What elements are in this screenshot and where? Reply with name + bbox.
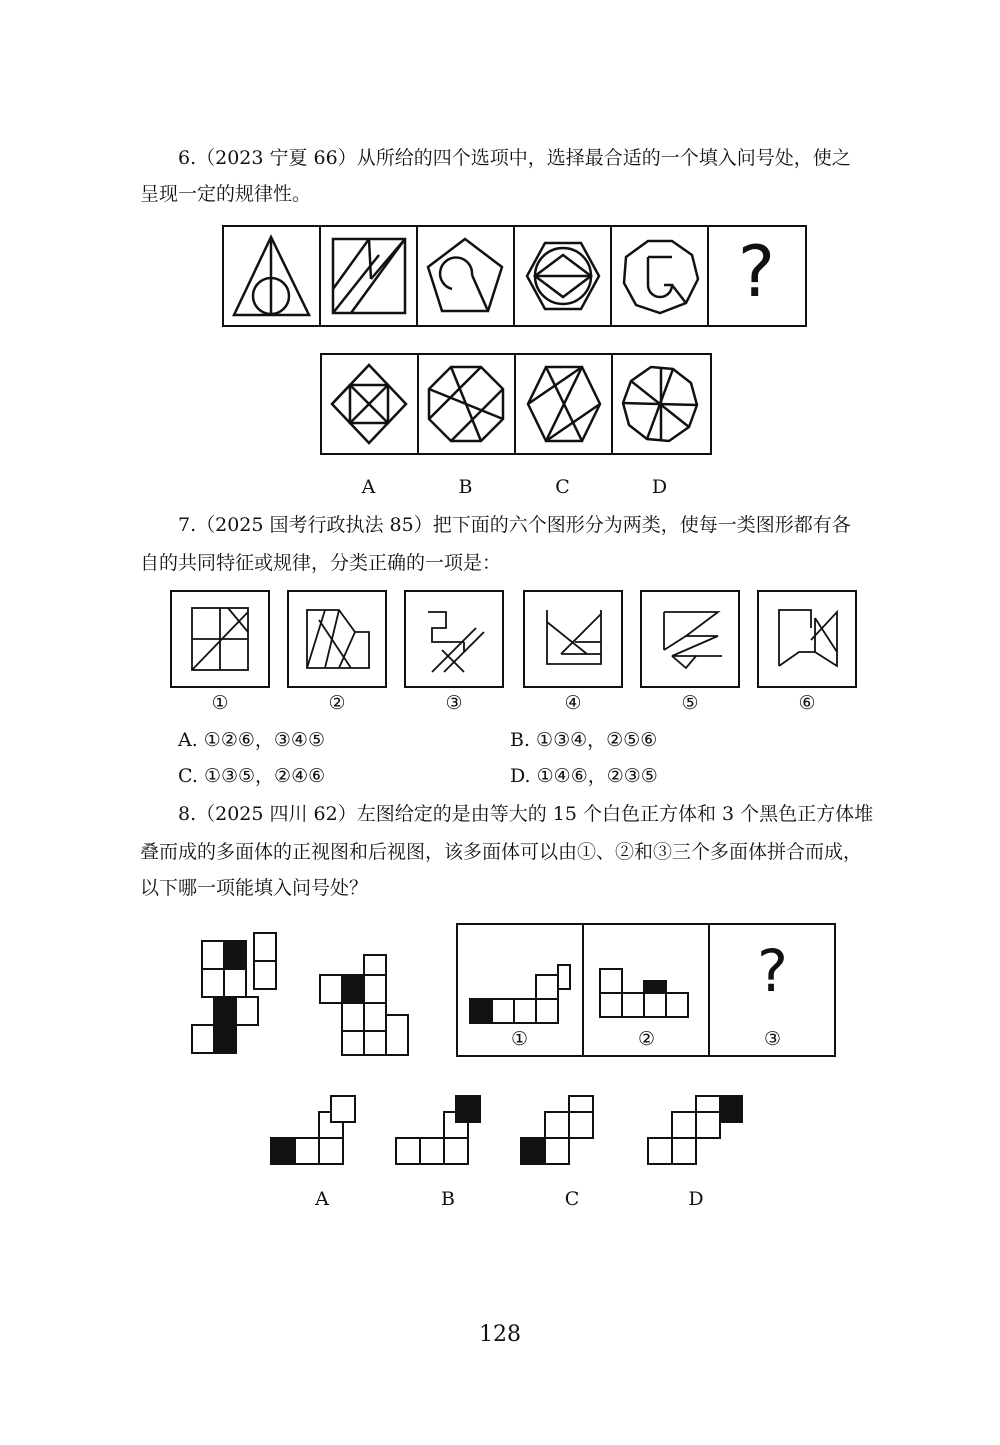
- q6-figure-4: [515, 227, 612, 325]
- q6-option-a-figure[interactable]: [322, 355, 419, 453]
- q7-figure-label-3: ③: [445, 692, 463, 714]
- q8-option-c-figure[interactable]: [515, 1090, 625, 1170]
- q8-option-d-label[interactable]: D: [688, 1188, 704, 1210]
- q7-figure-3: [404, 590, 504, 688]
- q8-line-2: 叠而成的多面体的正视图和后视图，该多面体可以由①、②和③三个多面体拼合而成，: [140, 841, 863, 863]
- q6-line-2: 呈现一定的规律性。: [140, 183, 312, 205]
- q6-figure-1: [224, 227, 321, 325]
- q6-option-a-label[interactable]: A: [361, 476, 376, 498]
- q6-option-d-label[interactable]: D: [651, 476, 668, 498]
- q8-back-view: [320, 955, 408, 1055]
- page-number: 128: [479, 1322, 521, 1347]
- q8-question-mark: ?: [757, 937, 788, 1005]
- q7-figure-label-5: ⑤: [681, 692, 699, 714]
- q6-figure-2: [321, 227, 418, 325]
- q6-options-strip: [320, 353, 712, 455]
- q7-answer-a[interactable]: A. ①②⑥，③④⑤: [178, 729, 325, 751]
- q8-option-b-label[interactable]: B: [441, 1188, 455, 1210]
- q8-front-back-views: [180, 925, 430, 1070]
- q8-part-label-1: ①: [510, 1028, 529, 1050]
- q8-part-label-3: ③: [763, 1028, 782, 1050]
- q7-figure-5: [640, 590, 740, 688]
- q7-line-2: 自的共同特征或规律，分类正确的一项是：: [140, 552, 502, 574]
- q6-option-c-figure[interactable]: [516, 355, 613, 453]
- q8-part-label-2: ②: [637, 1028, 656, 1050]
- q6-question-cell: [709, 227, 804, 325]
- q8-option-a-figure[interactable]: [265, 1090, 375, 1170]
- q6-sequence-strip: [222, 225, 807, 327]
- q8-line-3: 以下哪一项能填入问号处？: [140, 877, 369, 899]
- q7-figure-label-6: ⑥: [798, 692, 816, 714]
- q6-option-c-label[interactable]: C: [555, 476, 570, 498]
- q8-option-a-label[interactable]: A: [315, 1188, 329, 1210]
- q8-line-1: 8.（2025 四川 62）左图给定的是由等大的 15 个白色正方体和 3 个黑色正方体堆: [178, 803, 874, 825]
- q7-figure-4: [523, 590, 623, 688]
- q8-option-d-figure[interactable]: [642, 1090, 752, 1170]
- q6-option-d-figure[interactable]: [613, 355, 708, 453]
- q8-option-c-label[interactable]: C: [564, 1188, 580, 1210]
- q7-figure-2: [287, 590, 387, 688]
- q7-answer-d[interactable]: D. ①④⑥，②③⑤: [510, 765, 658, 787]
- q7-figure-label-2: ②: [328, 692, 346, 714]
- q6-line-1: 6.（2023 宁夏 66）从所给的四个选项中，选择最合适的一个填入问号处，使之: [178, 147, 851, 169]
- q7-figure-1: [170, 590, 270, 688]
- q6-option-b-label[interactable]: B: [458, 476, 473, 498]
- q6-option-b-figure[interactable]: [419, 355, 516, 453]
- q8-option-b-figure[interactable]: [390, 1090, 500, 1170]
- q7-figure-label-1: ①: [211, 692, 229, 714]
- q7-figure-label-4: ④: [564, 692, 582, 714]
- q6-figure-3: [418, 227, 515, 325]
- q6-question-mark: ?: [737, 231, 776, 313]
- q8-front-view: [192, 933, 276, 1053]
- q7-figure-6: [757, 590, 857, 688]
- q7-line-1: 7.（2025 国考行政执法 85）把下面的六个图形分为两类，使每一类图形都有各: [178, 514, 851, 536]
- q7-answer-c[interactable]: C. ①③⑤，②④⑥: [178, 765, 326, 787]
- q6-figure-5: [612, 227, 709, 325]
- q7-answer-b[interactable]: B. ①③④，②⑤⑥: [510, 729, 658, 751]
